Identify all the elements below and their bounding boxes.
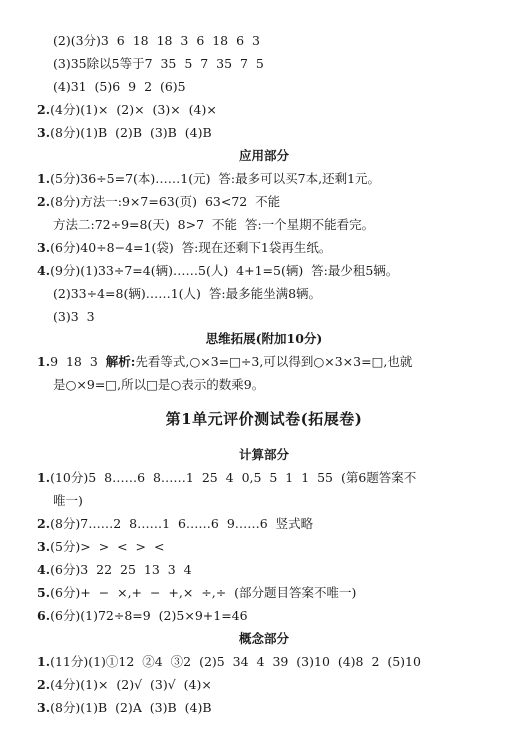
answer-text: 9 18 3 (50, 354, 106, 369)
question-row (37, 654, 528, 670)
question-number: 5. (37, 585, 51, 600)
question-number: 3. (37, 539, 51, 554)
question-row (37, 171, 528, 187)
answer-text: (6分)+ − ×,+ − +,× ÷,÷ (部分题目答案不唯一) (50, 585, 357, 600)
answer-text: (11分)(1)①12 ②4 ③2 (2)5 34 4 39 (3)10 (4)8 2 (5)10 (50, 654, 421, 669)
question-row (37, 263, 528, 279)
question-number: 3. (37, 125, 51, 140)
question-number: 4. (37, 562, 51, 577)
answer-text: (8分)(1)B (2)A (3)B (4)B (50, 700, 212, 715)
question-row (37, 608, 528, 624)
answer-text: (6分)40÷8−4=1(袋) 答:现在还剩下1袋再生纸。 (50, 240, 332, 255)
answer-text: (10分)5 8……6 8……1 25 4 0,5 5 1 1 55 (第6题答案不 (50, 470, 417, 485)
question-number: 1. (37, 470, 51, 485)
question-row (37, 354, 528, 370)
question-number: 2. (37, 194, 51, 209)
question-number: 3. (37, 700, 51, 715)
answer-line: (2)(3分)3 6 18 18 3 6 18 6 3 (53, 33, 260, 48)
section-heading-calc: 计算部分 (238, 447, 289, 462)
answer-text: (4分)(1)× (2)√ (3)√ (4)× (50, 677, 212, 692)
answer-text: (5分)> > < > < (50, 539, 165, 554)
answer-text: (6分)(1)72÷8=9 (2)5×9+1=46 (50, 608, 248, 623)
question-number: 2. (37, 516, 51, 531)
answer-text: (5分)36÷5=7(本)……1(元) 答:最多可以买7本,还剩1元。 (50, 171, 381, 186)
answer-text: (8分)方法一:9×7=63(页) 63<72 不能 (50, 194, 281, 209)
answer-line: 是○×9=□,所以□是○表示的数乘9。 (53, 377, 265, 392)
answer-line: (3)3 3 (53, 309, 95, 324)
question-number: 2. (37, 102, 51, 117)
question-row (37, 470, 528, 486)
analysis-label: 解析: (105, 354, 136, 369)
question-row (37, 539, 528, 555)
question-row (37, 125, 528, 141)
question-row (37, 516, 528, 532)
answer-text: (4分)(1)× (2)× (3)× (4)× (50, 102, 217, 117)
question-row (37, 562, 528, 578)
question-number: 3. (37, 240, 51, 255)
question-number: 1. (37, 354, 51, 369)
section-heading-apply: 应用部分 (238, 148, 289, 163)
answer-text: 先看等式,○×3=□÷3,可以得到○×3×3=□,也就 (135, 354, 413, 369)
question-row (37, 102, 528, 118)
question-number: 2. (37, 677, 51, 692)
answer-line: 方法二:72÷9=8(天) 8>7 不能 答:一个星期不能看完。 (53, 217, 375, 232)
section-heading-concept: 概念部分 (238, 631, 289, 646)
answer-line: (2)33÷4=8(辆)……1(人) 答:最多能坐满8辆。 (53, 286, 322, 301)
answer-line: (4)31 (5)6 9 2 (6)5 (53, 79, 186, 94)
question-row (37, 677, 528, 693)
answer-text: (8分)(1)B (2)B (3)B (4)B (50, 125, 212, 140)
question-number: 1. (37, 654, 51, 669)
section-heading-extend: 思维拓展(附加10分) (205, 331, 323, 346)
question-row (37, 585, 528, 601)
question-number: 4. (37, 263, 51, 278)
unit-title: 第1单元评价测试卷(拓展卷) (165, 410, 363, 428)
answer-line: (3)35除以5等于7 35 5 7 35 7 5 (53, 56, 264, 71)
question-row (37, 700, 528, 716)
answer-line: 唯一) (53, 493, 83, 508)
question-number: 1. (37, 171, 51, 186)
answer-text: (6分)3 22 25 13 3 4 (50, 562, 192, 577)
answer-text: (9分)(1)33÷7=4(辆)……5(人) 4+1=5(辆) 答:最少租5辆。 (50, 263, 399, 278)
question-row (37, 240, 528, 256)
answer-text: (8分)7……2 8……1 6……6 9……6 竖式略 (50, 516, 314, 531)
question-number: 6. (37, 608, 51, 623)
question-row (37, 194, 528, 210)
